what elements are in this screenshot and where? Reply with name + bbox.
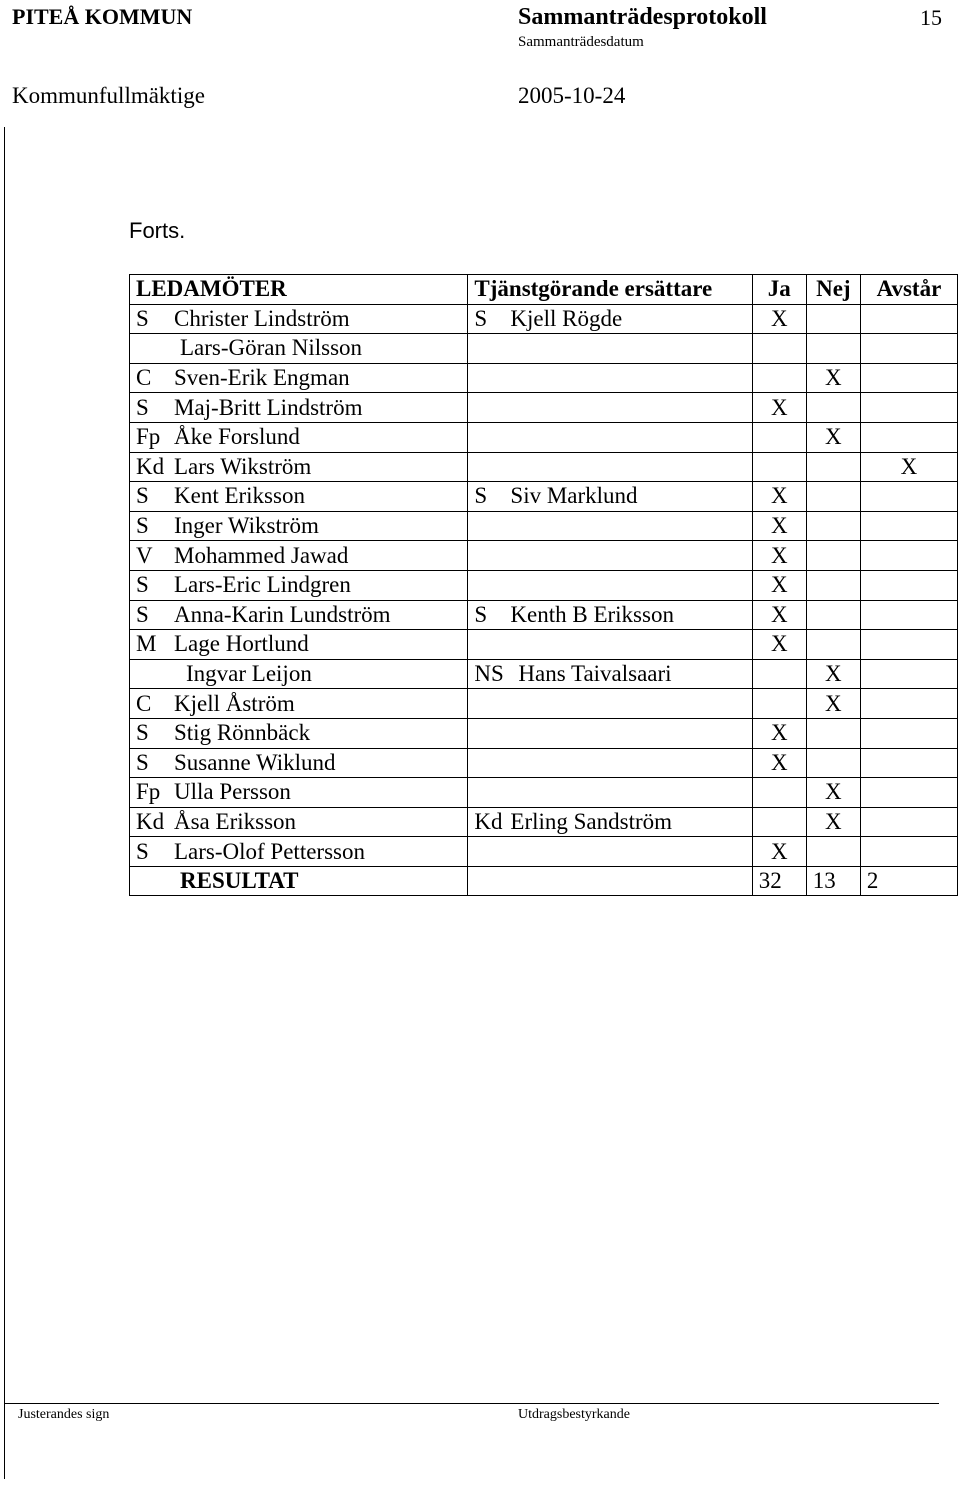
member-cell — [130, 482, 468, 512]
vote-table-header-row — [130, 275, 958, 305]
table-row — [130, 807, 958, 837]
vote-yes — [752, 807, 806, 837]
substitute-cell — [468, 422, 752, 452]
certification-label: Utdragsbestyrkande — [518, 1407, 630, 1422]
substitute-cell — [468, 807, 752, 837]
vote-yes: X — [752, 718, 806, 748]
page-number: 15 — [920, 5, 942, 30]
substitute-party: Kd — [474, 808, 503, 834]
substitute-cell — [468, 541, 752, 571]
organization-name: PITEÅ KOMMUN — [12, 4, 193, 29]
member-party: S — [136, 483, 149, 509]
table-row — [130, 482, 958, 512]
vote-no — [806, 482, 860, 512]
member-name: Lars-Göran Nilsson — [180, 335, 363, 361]
member-party: S — [136, 305, 149, 331]
member-party: S — [136, 838, 149, 864]
substitute-cell — [468, 304, 752, 334]
member-name: Mohammed Jawad — [174, 542, 349, 568]
meeting-body: Kommunfullmäktige — [12, 83, 205, 108]
vote-table — [129, 274, 958, 896]
member-party: Kd — [136, 808, 165, 834]
vote-no — [806, 718, 860, 748]
table-row — [130, 452, 958, 482]
signature-label: Justerandes sign — [18, 1407, 110, 1422]
member-name: Christer Lindström — [174, 305, 350, 331]
vote-no — [806, 748, 860, 778]
vote-abstain — [860, 778, 957, 808]
vote-abstain — [860, 748, 957, 778]
vote-yes — [752, 778, 806, 808]
table-row — [130, 511, 958, 541]
meeting-date: 2005-10-24 — [518, 83, 626, 108]
vote-no — [806, 837, 860, 867]
table-row — [130, 393, 958, 423]
member-cell — [130, 630, 468, 660]
vote-abstain — [860, 541, 957, 571]
member-party: Fp — [136, 424, 161, 450]
vote-abstain — [860, 393, 957, 423]
member-name: Inger Wikström — [174, 513, 319, 539]
table-row — [130, 304, 958, 334]
vote-abstain — [860, 659, 957, 689]
vote-yes: X — [752, 541, 806, 571]
vote-no: X — [806, 689, 860, 719]
substitute-name: Kjell Rögde — [510, 305, 623, 331]
table-row — [130, 334, 958, 364]
vote-abstain — [860, 689, 957, 719]
vote-no: X — [806, 422, 860, 452]
vote-yes: X — [752, 393, 806, 423]
member-name: Maj-Britt Lindström — [174, 394, 363, 420]
vote-yes: X — [752, 600, 806, 630]
vote-no — [806, 570, 860, 600]
substitute-cell — [468, 659, 752, 689]
substitute-cell — [468, 718, 752, 748]
substitute-cell — [468, 837, 752, 867]
substitute-cell — [468, 482, 752, 512]
member-cell — [130, 393, 468, 423]
member-cell — [130, 541, 468, 571]
substitute-cell — [468, 334, 752, 364]
vote-yes: X — [752, 837, 806, 867]
member-cell — [130, 304, 468, 334]
substitute-cell — [468, 778, 752, 808]
table-row — [130, 689, 958, 719]
member-cell — [130, 718, 468, 748]
substitute-cell — [468, 511, 752, 541]
left-margin-rule — [4, 127, 5, 1479]
member-name: Ulla Persson — [174, 779, 291, 805]
vote-abstain — [860, 718, 957, 748]
substitute-cell — [468, 748, 752, 778]
abstain-header: Avstår — [860, 275, 957, 305]
document-type: Sammanträdesprotokoll — [518, 4, 767, 30]
vote-yes — [752, 334, 806, 364]
member-cell — [130, 600, 468, 630]
member-cell — [130, 778, 468, 808]
yes-header: Ja — [752, 275, 806, 305]
table-row — [130, 570, 958, 600]
continued-label: Forts. — [129, 218, 186, 243]
vote-abstain — [860, 482, 957, 512]
member-party: C — [136, 365, 152, 391]
substitute-cell — [468, 600, 752, 630]
member-cell — [130, 334, 468, 364]
member-party: C — [136, 690, 152, 716]
member-party: M — [136, 631, 157, 657]
substitute-cell — [468, 393, 752, 423]
vote-no — [806, 511, 860, 541]
table-row — [130, 422, 958, 452]
vote-no — [806, 600, 860, 630]
vote-abstain — [860, 630, 957, 660]
members-header: LEDAMÖTER — [130, 275, 468, 305]
table-row — [130, 659, 958, 689]
substitute-cell — [468, 570, 752, 600]
no-header: Nej — [806, 275, 860, 305]
member-party: Fp — [136, 779, 161, 805]
vote-yes: X — [752, 482, 806, 512]
vote-abstain — [860, 570, 957, 600]
meeting-date-label: Sammanträdesdatum — [518, 34, 644, 50]
member-cell — [130, 837, 468, 867]
substitutes-header: Tjänstgörande ersättare — [468, 275, 752, 305]
substitute-party: NS — [474, 661, 504, 687]
vote-no — [806, 334, 860, 364]
member-cell — [130, 422, 468, 452]
member-name: Susanne Wiklund — [174, 749, 336, 775]
vote-abstain — [860, 511, 957, 541]
member-name: Lars-Eric Lindgren — [174, 572, 351, 598]
member-name: Anna-Karin Lundström — [174, 601, 391, 627]
member-cell — [130, 363, 468, 393]
vote-abstain — [860, 304, 957, 334]
substitute-name: Hans Taivalsaari — [518, 661, 672, 687]
table-row — [130, 778, 958, 808]
table-row — [130, 363, 958, 393]
table-row — [130, 541, 958, 571]
member-name: Stig Rönnbäck — [174, 720, 311, 746]
vote-yes — [752, 422, 806, 452]
member-cell — [130, 689, 468, 719]
member-name: Sven-Erik Engman — [174, 365, 350, 391]
vote-yes — [752, 363, 806, 393]
vote-no: X — [806, 778, 860, 808]
member-party: Kd — [136, 453, 165, 479]
member-party: S — [136, 513, 149, 539]
vote-abstain — [860, 363, 957, 393]
vote-no: X — [806, 659, 860, 689]
vote-yes: X — [752, 630, 806, 660]
member-name: Ingvar Leijon — [186, 661, 312, 687]
vote-abstain — [860, 422, 957, 452]
vote-no: X — [806, 807, 860, 837]
result-label: RESULTAT — [130, 866, 468, 896]
substitute-name: Erling Sandström — [510, 808, 673, 834]
vote-yes — [752, 452, 806, 482]
result-yes-count: 32 — [752, 866, 806, 896]
table-row — [130, 837, 958, 867]
table-row — [130, 748, 958, 778]
result-row — [130, 866, 958, 896]
result-empty-cell — [468, 866, 752, 896]
vote-yes: X — [752, 304, 806, 334]
member-party: S — [136, 394, 149, 420]
member-party: S — [136, 572, 149, 598]
result-no-count: 13 — [806, 866, 860, 896]
substitute-party: S — [474, 601, 488, 627]
member-cell — [130, 659, 468, 689]
vote-yes: X — [752, 511, 806, 541]
member-party: S — [136, 720, 149, 746]
vote-yes — [752, 659, 806, 689]
member-party: S — [136, 601, 149, 627]
vote-yes: X — [752, 570, 806, 600]
substitute-cell — [468, 452, 752, 482]
vote-no — [806, 452, 860, 482]
vote-no — [806, 630, 860, 660]
substitute-cell — [468, 630, 752, 660]
member-party: V — [136, 542, 153, 568]
vote-abstain — [860, 807, 957, 837]
substitute-name: Kenth B Eriksson — [510, 601, 674, 627]
member-cell — [130, 452, 468, 482]
vote-no — [806, 541, 860, 571]
vote-abstain — [860, 600, 957, 630]
vote-abstain: X — [860, 452, 957, 482]
table-row — [130, 630, 958, 660]
member-cell — [130, 570, 468, 600]
vote-abstain — [860, 334, 957, 364]
vote-abstain — [860, 837, 957, 867]
vote-yes — [752, 689, 806, 719]
substitute-name: Siv Marklund — [510, 483, 638, 509]
member-name: Åsa Eriksson — [174, 808, 297, 834]
substitute-party: S — [474, 305, 488, 331]
vote-no — [806, 393, 860, 423]
footer-rule — [4, 1403, 939, 1404]
member-name: Lars Wikström — [174, 453, 312, 479]
vote-no — [806, 304, 860, 334]
table-row — [130, 600, 958, 630]
member-name: Åke Forslund — [174, 424, 300, 450]
substitute-cell — [468, 363, 752, 393]
member-party: S — [136, 749, 149, 775]
member-name: Kjell Åström — [174, 690, 295, 716]
member-name: Kent Eriksson — [174, 483, 305, 509]
member-cell — [130, 807, 468, 837]
member-name: Lage Hortlund — [174, 631, 309, 657]
member-name: Lars-Olof Pettersson — [174, 838, 365, 864]
result-abstain-count: 2 — [860, 866, 957, 896]
member-cell — [130, 511, 468, 541]
vote-yes: X — [752, 748, 806, 778]
substitute-cell — [468, 689, 752, 719]
vote-no: X — [806, 363, 860, 393]
substitute-party: S — [474, 483, 488, 509]
member-cell — [130, 748, 468, 778]
table-row — [130, 718, 958, 748]
